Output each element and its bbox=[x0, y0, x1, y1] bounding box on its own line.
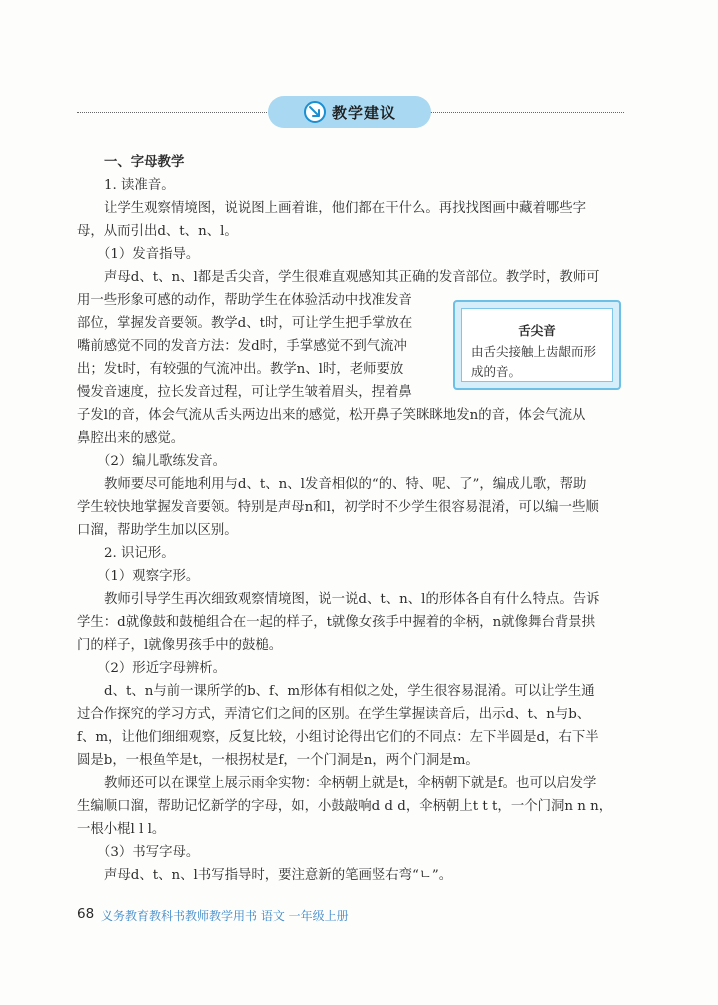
paragraph-line: 母，从而引出d、t、n、l。 bbox=[77, 224, 238, 239]
paragraph-line: 让学生观察情境图，说说图上画着谁，他们都在干什么。再找找图画中藏着哪些字 bbox=[104, 201, 587, 216]
paragraph-line: 一根小棍l l l。 bbox=[77, 822, 166, 837]
paragraph-line: 鼻腔出来的感觉。 bbox=[77, 431, 185, 446]
subheading-recognition: 2. 识记形。 bbox=[104, 546, 175, 561]
paragraph-line: 教师引导学生再次细致观察情境图，说一说d、t、n、l的形体各自有什么特点。告诉 bbox=[104, 592, 600, 607]
page-number: 68 bbox=[77, 906, 95, 922]
paragraph-line: 学生较快地掌握发音要领。特别是声母n和l，初学时不少学生很容易混淆，可以编一些顺 bbox=[77, 500, 599, 515]
section-title: 教学建议 bbox=[332, 103, 397, 122]
subheading-item: （3）书写字母。 bbox=[97, 845, 200, 860]
glossary-callout bbox=[453, 300, 621, 390]
subheading-pronunciation: 1. 读准音。 bbox=[104, 178, 175, 193]
book-title: 义务教育教科书教师教学用书 语文 一年级上册 bbox=[101, 909, 349, 923]
paragraph-line: 部位，掌握发音要领。教学d、t时，可让学生把手掌放在 bbox=[77, 316, 413, 331]
header-divider-right bbox=[430, 112, 624, 113]
subheading-item: （1）发音指导。 bbox=[97, 247, 200, 262]
paragraph-line: 慢发音速度，拉长发音过程，可让学生皱着眉头，捏着鼻 bbox=[77, 385, 412, 400]
paragraph-line: 用一些形象可感的动作，帮助学生在体验活动中找准发音 bbox=[77, 293, 412, 308]
paragraph-line: 出；发t时，有较强的气流冲出。教学n、l时，老师要放 bbox=[77, 362, 404, 377]
paragraph-line: 声母d、t、n、l都是舌尖音，学生很难直观感知其正确的发音部位。教学时，教师可 bbox=[104, 270, 600, 285]
subheading-item: （1）观察字形。 bbox=[97, 569, 200, 584]
subheading-item: （2）编儿歌练发音。 bbox=[97, 454, 227, 469]
heading-letter-teaching: 一、字母教学 bbox=[104, 155, 185, 170]
paragraph-line: 嘴前感觉不同的发音方法：发d时，手掌感觉不到气流冲 bbox=[77, 339, 407, 354]
section-header bbox=[268, 96, 431, 128]
paragraph-line: 生编顺口溜，帮助记忆新学的字母，如，小鼓敲响d d d，伞柄朝上t t t，一个门洞n n n， bbox=[77, 799, 613, 814]
header-divider-left bbox=[77, 112, 273, 113]
paragraph-line: 学生：d就像鼓和鼓槌组合在一起的样子，t就像女孩手中握着的伞柄，n就像舞台背景拱 bbox=[77, 615, 596, 630]
paragraph-line: d、t、n与前一课所学的b、f、m形体有相似之处，学生很容易混淆。可以让学生通 bbox=[104, 684, 595, 699]
paragraph-line: 教师还可以在课堂上展示雨伞实物：伞柄朝上就是t，伞柄朝下就是f。也可以启发学 bbox=[104, 776, 597, 791]
callout-frame bbox=[461, 308, 613, 382]
paragraph-line: 教师要尽可能地利用与d、t、n、l发音相似的“的、特、呢、了”，编成儿歌，帮助 bbox=[104, 477, 587, 492]
paragraph-line: 子发l的音，体会气流从舌头两边出来的感觉，松开鼻子笑眯眯地发n的音，体会气流从 bbox=[77, 408, 586, 423]
subheading-item: （2）形近字母辨析。 bbox=[97, 661, 227, 676]
paragraph-line: 圆是b，一根鱼竿是t，一根拐杖是f，一个门洞是n，两个门洞是m。 bbox=[77, 753, 479, 768]
callout-title: 舌尖音 bbox=[518, 323, 556, 338]
paragraph-line: f、m，让他们细细观察，反复比较，小组讨论得出它们的不同点：左下半圆是d，右下半 bbox=[77, 730, 599, 745]
paragraph-line: 门的样子，l就像男孩手中的鼓槌。 bbox=[77, 638, 283, 653]
arrow-down-right-icon bbox=[304, 101, 326, 123]
paragraph-line: 过合作探究的学习方式，弄清它们之间的区别。在学生掌握读音后，出示d、t、n与b、 bbox=[77, 707, 591, 722]
paragraph-line: 口溜，帮助学生加以区别。 bbox=[77, 523, 238, 538]
callout-definition: 由舌尖接触上齿龈而形成的音。 bbox=[471, 344, 597, 379]
paragraph-line: 声母d、t、n、l书写指导时，要注意新的笔画竖右弯“ㄴ”。 bbox=[104, 868, 453, 883]
